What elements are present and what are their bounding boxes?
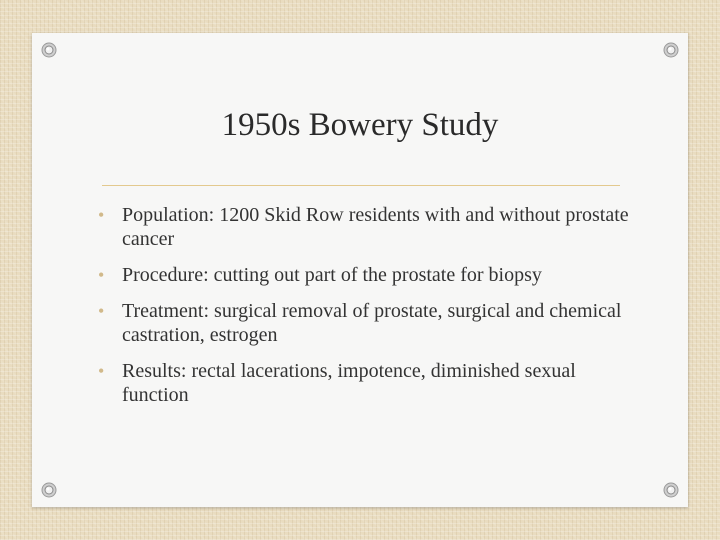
- bullet-text: Results: rectal lacerations, impotence, diminished sexual function: [122, 360, 576, 406]
- pin-icon: [41, 482, 57, 498]
- pin-icon: [663, 482, 679, 498]
- bullet-dot-icon: •: [98, 361, 105, 381]
- pin-icon: [663, 42, 679, 58]
- bullet-text: Procedure: cutting out part of the prostate for biopsy: [122, 264, 542, 286]
- bullet-item: [98, 299, 638, 347]
- bullet-list: [98, 203, 638, 419]
- bullet-text: Treatment: surgical removal of prostate, surgical and chemical castration, estrogen: [122, 300, 622, 346]
- bullet-item: [98, 203, 638, 251]
- bullet-item: [98, 263, 638, 287]
- bullet-text: Population: 1200 Skid Row residents with and without prostate cancer: [122, 204, 629, 250]
- bullet-dot-icon: •: [98, 301, 105, 321]
- slide-paper: [32, 33, 688, 507]
- pin-icon: [41, 42, 57, 58]
- bullet-dot-icon: •: [98, 265, 105, 285]
- title-divider: [102, 185, 620, 186]
- bullet-dot-icon: •: [98, 205, 105, 225]
- slide-title: 1950s Bowery Study: [221, 107, 499, 143]
- bullet-item: [98, 359, 638, 407]
